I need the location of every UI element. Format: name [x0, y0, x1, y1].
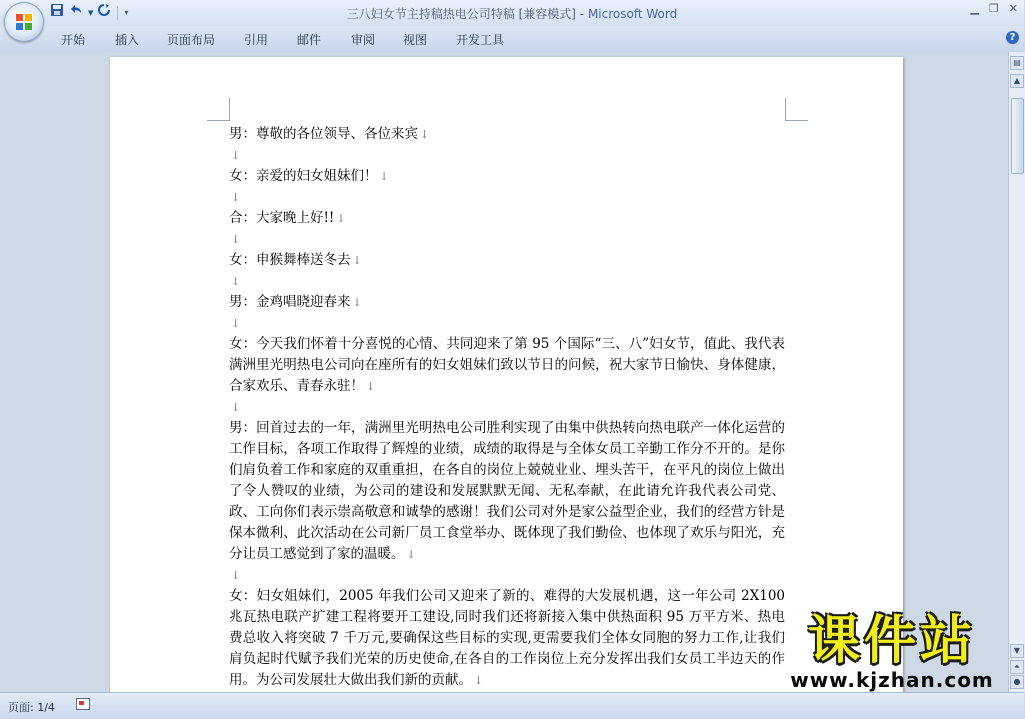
- tab-insert[interactable]: 插入: [115, 33, 140, 47]
- margin-corner-mark: [785, 98, 808, 121]
- document-body[interactable]: [229, 124, 785, 712]
- margin-corner-mark: [207, 98, 230, 121]
- customize-qat-icon[interactable]: ▾: [124, 8, 129, 17]
- paragraph-mark: ↓: [474, 674, 484, 687]
- paragraph: 男：回首过去的一年，满洲里光明热电公司胜利实现了由集中供热转向热电联产一体化运营的工作目标，各项工作取得了辉煌的业绩，成绩的取得是与全体女员工辛勤工作分不开的。是你们肩负着工作和家庭的双重重担，在各自的岗位上兢兢业业、埋头苦干，在平凡的岗位上做出了令人赞叹的业绩，为公司的建设和发展默默无闻、无私奉献，在此请允许我代表公司党、政、工向你们表示崇高敬意和诚挚的感谢！我们公司对外是家公益型企业，我们的经营方针是保本微利、此次活动在公司新厂员工食堂举办、既体现了我们勤俭、也体现了欢乐与阳光，充分让员工感觉到了家的温暖。 ↓: [229, 420, 785, 562]
- paragraph: 女：申猴舞棒送冬去 ↓: [229, 252, 362, 268]
- scrollbar-thumb[interactable]: [1011, 98, 1024, 174]
- vertical-scrollbar[interactable]: [1008, 52, 1025, 692]
- watermark-logo: [772, 612, 1012, 694]
- paragraph: [229, 145, 785, 166]
- paragraph-mark: ↓: [231, 191, 241, 204]
- title-separator: -: [575, 7, 588, 21]
- tab-developer[interactable]: 开发工具: [456, 33, 505, 47]
- office-button[interactable]: [4, 2, 44, 42]
- minimize-icon[interactable]: ▁: [970, 2, 979, 15]
- window-controls: [970, 2, 1018, 15]
- paragraph-mark: ↓: [420, 128, 430, 141]
- tab-references[interactable]: 引用: [244, 33, 269, 47]
- paragraph-mark: ↓: [379, 170, 389, 183]
- page-indicator[interactable]: 页面: 1/4: [8, 701, 55, 714]
- paragraph-mark: ↓: [231, 569, 241, 582]
- undo-dropdown-icon[interactable]: ▼: [88, 9, 94, 17]
- ruler-toggle-icon[interactable]: ▤: [1010, 56, 1024, 70]
- document-page[interactable]: [110, 57, 903, 707]
- ribbon-tab-bar: [0, 26, 1024, 53]
- restore-icon[interactable]: ❐: [988, 2, 999, 15]
- paragraph: 男：金鸡唱晓迎春来 ↓: [229, 294, 362, 310]
- tab-mailings[interactable]: 邮件: [297, 33, 322, 47]
- watermark-brand: 课件站: [807, 611, 976, 671]
- paragraph: [229, 187, 785, 208]
- paragraph: 男：尊敬的各位领导、各位来宾 ↓: [229, 126, 430, 142]
- app-name: Microsoft Word: [587, 7, 678, 21]
- paragraph-mark: ↓: [352, 296, 362, 309]
- select-browse-object-icon[interactable]: ●: [1010, 675, 1024, 689]
- close-icon[interactable]: ✕: [1008, 2, 1018, 15]
- paragraph: 合：大家晚上好!! ↓: [229, 210, 346, 226]
- paragraph: 女：妇女姐妹们，2005 年我们公司又迎来了新的、难得的大发展机遇，这一年公司 2X100 兆瓦热电联产扩建工程将要开工建设,同时我们还将新接入集中供热面积 95 万平方米、热电费总收入将突破 7 千万元,要确保这些目标的实现,更需要我们全体女同胞的努力工作,让我们肩负起时代赋予我们光荣的历史使命,在各自的工作岗位上充分发挥出我们女员工半边天的作用。为公司发展壮大做出我们新的贡献。 ↓: [229, 588, 785, 688]
- paragraph: [229, 229, 785, 250]
- tab-home[interactable]: 开始: [61, 33, 86, 47]
- office-logo-icon: [15, 13, 33, 31]
- help-icon[interactable]: ?: [1006, 31, 1019, 44]
- document-title: 三八妇女节主持稿热电公司特稿 [兼容模式]: [346, 7, 576, 21]
- title-bar: [0, 0, 1024, 26]
- status-bar: [0, 692, 1024, 719]
- scroll-down-icon[interactable]: ▼: [1010, 644, 1024, 658]
- window-title: [0, 5, 1024, 22]
- paragraph-mark: ↓: [231, 233, 241, 246]
- paragraph: [229, 313, 785, 334]
- paragraph-mark: ↓: [352, 254, 362, 267]
- paragraph-mark: ↓: [231, 401, 241, 414]
- paragraph: 女：亲爱的妇女姐妹们！ ↓: [229, 168, 389, 184]
- paragraph: [229, 271, 785, 292]
- paragraph-mark: ↓: [231, 149, 241, 162]
- paragraph: [229, 565, 785, 586]
- paragraph-mark: ↓: [231, 275, 241, 288]
- tab-view[interactable]: 视图: [403, 33, 428, 47]
- paragraph-mark: ↓: [231, 317, 241, 330]
- document-workspace: [0, 52, 1008, 692]
- paragraph: [229, 397, 785, 418]
- proofing-icon[interactable]: [76, 698, 90, 710]
- scroll-up-icon[interactable]: ▲: [1010, 74, 1024, 88]
- tab-review[interactable]: 审阅: [351, 33, 376, 47]
- paragraph-mark: ↓: [336, 212, 346, 225]
- paragraph: 女：今天我们怀着十分喜悦的心情、共同迎来了第 95 个国际“三、八”妇女节，值此、我代表满洲里光明热电公司向在座所有的妇女姐妹们致以节日的问候，祝大家节日愉快、身体健康，合家欢乐、青春永驻！ ↓: [229, 336, 785, 394]
- paragraph-mark: ↓: [406, 548, 416, 561]
- previous-page-icon[interactable]: ⏶: [1010, 660, 1024, 674]
- watermark-url: www.kjzhan.com: [790, 668, 994, 692]
- tab-page-layout[interactable]: 页面布局: [167, 33, 216, 47]
- paragraph-mark: ↓: [366, 380, 376, 393]
